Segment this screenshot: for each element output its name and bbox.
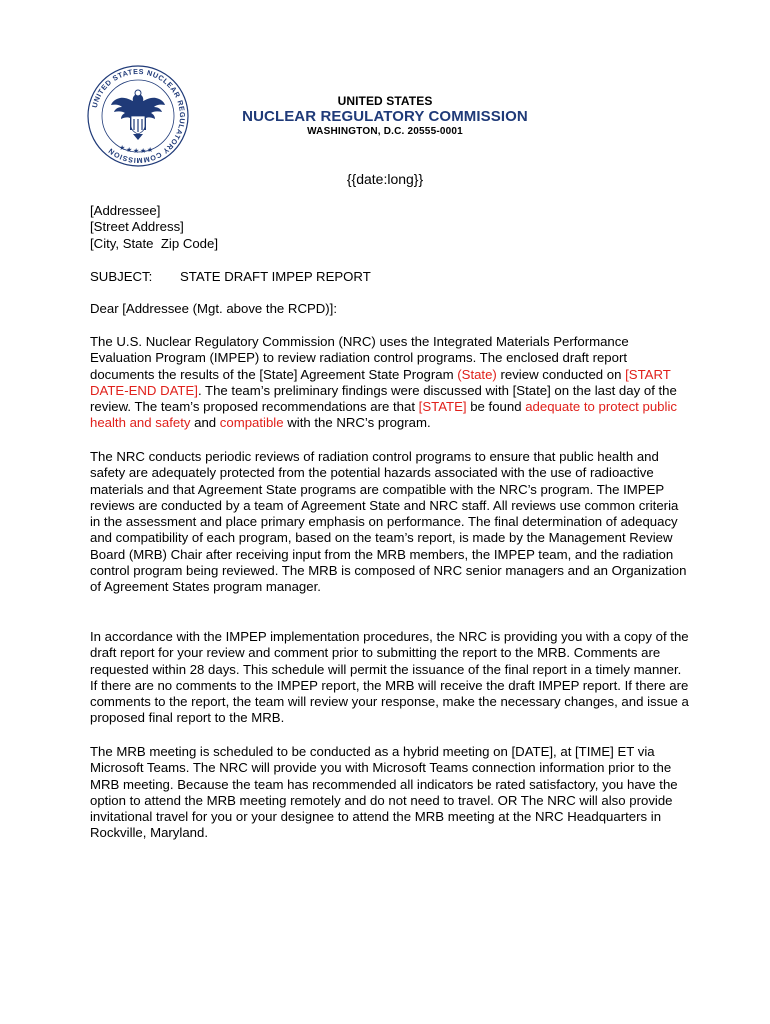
paragraph-intro-text: review conducted on <box>496 366 626 382</box>
paragraph-review-process: The NRC conducts periodic reviews of radiation control programs to ensure that public health and safety are adequately protected from the potential hazards associated with the use of radioactive materials and that Agreement State programs are compatible with the NRC’s program. The IMPEP reviews are conducted by a team of Agreement State and NRC staff. All reviews use common criteria in the assessment and place primary emphasis on performance. The final determination of adequacy and compatibility of each program, based on the team’s report, is made by the Management Review Board (MRB) Chair after receiving input from the MRB members, the IMPEP team, and the radiation control program being reviewed. The MRB is composed of NRC senior managers and an Organization of Agreement States program manager. <box>90 449 687 595</box>
subject-line <box>90 269 690 285</box>
subject-text: STATE DRAFT IMPEP REPORT <box>180 269 371 284</box>
placeholder-review-dates: [START DATE-END DATE] <box>90 366 671 398</box>
letterhead-address: WASHINGTON, D.C. 20555-0001 <box>307 126 463 137</box>
placeholder-adequacy: adequate to protect public health and safety <box>90 399 677 431</box>
salutation: Dear [Addressee (Mgt. above the RCPD)]: <box>90 301 338 316</box>
letterhead-country: UNITED STATES <box>337 94 433 108</box>
paragraph-comment-procedure: In accordance with the IMPEP implementation procedures, the NRC is providing you with a copy of the draft report for your review and comment prior to submitting the report to the MRB. Comments are requested within 28 days. This schedule will permit the issuance of the final report in a timely manner. If there are no comments to the IMPEP report, the MRB will receive the draft IMPEP report. If there are comments to the report, the team will review your response, make the necessary changes, and issue a proposed final report to the MRB. <box>90 629 689 726</box>
svg-text:★: ★ <box>119 144 126 152</box>
svg-text:★: ★ <box>126 146 133 154</box>
paragraph-intro-text: be found <box>466 399 526 415</box>
paragraph-intro <box>90 334 690 432</box>
placeholder-compatibility: compatible <box>219 415 284 431</box>
addressee-block <box>90 203 690 252</box>
paragraph-intro-text: with the NRC’s program. <box>283 415 431 431</box>
placeholder-state: [STATE] <box>418 399 467 415</box>
subject-label: SUBJECT: <box>90 269 153 284</box>
paragraph-intro-text: . The team’s preliminary findings were discussed with [State] on the last day of the review. The team’s proposed recommendations are that <box>90 382 677 415</box>
paragraph-intro-text: and <box>190 415 220 431</box>
letter-date: {{date:long}} <box>346 171 424 187</box>
paragraph-mrb-meeting: The MRB meeting is scheduled to be conducted as a hybrid meeting on [DATE], at [TIME] ET via Microsoft Teams. The NRC will provide you with Microsoft Teams connection information prior to the MRB meeting. Because the team has recommended all indicators be rated satisfactory, you have the option to attend the MRB meeting remotely and do not need to travel. OR The NRC will also provide invitational travel for you or your designee to attend the MRB meeting at the NRC Headquarters in Rockville, Maryland. <box>90 744 678 841</box>
addressee-street: [Street Address] <box>90 219 184 235</box>
addressee-city-state-zip: [City, State Zip Code] <box>90 235 219 251</box>
paragraph-intro-text: The U.S. Nuclear Regulatory Commission (NRC) uses the Integrated Materials Performance Evaluation Program (IMPEP) to review radiation control programs. The enclosed draft report documents the results of the [State] Agreement State Program <box>90 334 629 382</box>
letterhead-agency-name: NUCLEAR REGULATORY COMMISSION <box>242 108 528 125</box>
svg-text:★: ★ <box>140 147 147 155</box>
svg-text:★: ★ <box>133 147 140 155</box>
addressee-name: [Addressee] <box>90 203 161 218</box>
svg-text:UNITED STATES NUCLEAR REGULATO: UNITED STATES NUCLEAR REGULATORY COMMISSION <box>89 66 188 166</box>
nrc-seal-logo <box>86 64 190 168</box>
svg-text:★: ★ <box>147 146 154 154</box>
placeholder-state-abbrev: (State) <box>457 366 497 382</box>
